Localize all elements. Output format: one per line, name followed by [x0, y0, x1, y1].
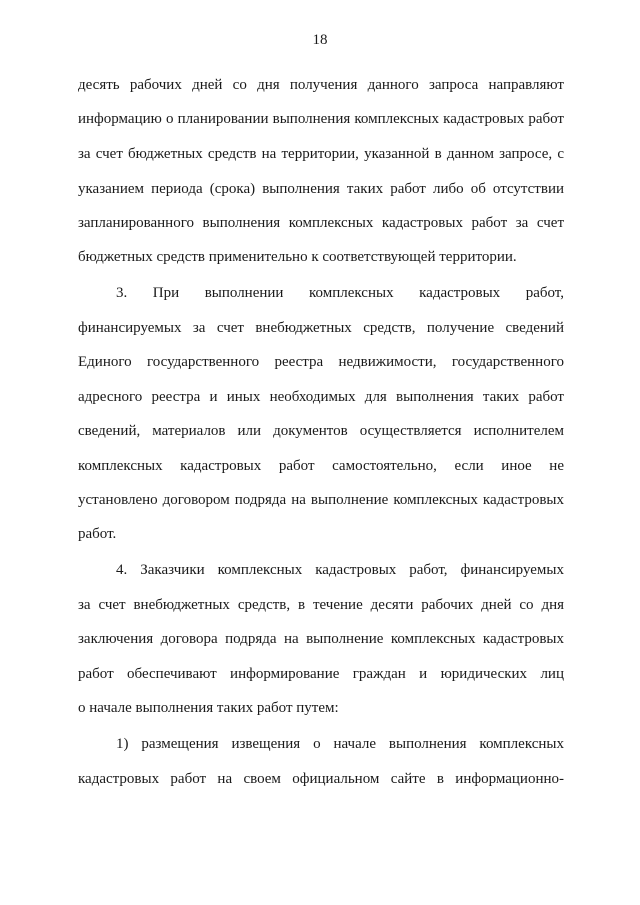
text-line: запланированного выполнения комплексных кадастровых работ за счет — [78, 215, 564, 231]
text-line: финансируемых за счет внебюджетных средств, получение сведений — [78, 320, 564, 336]
text-line: за счет внебюджетных средств, в течение десяти рабочих дней со дня — [78, 597, 564, 613]
text-line: десять рабочих дней со дня получения данного запроса направляют — [78, 77, 564, 93]
text-line: бюджетных средств применительно к соответствующей территории. — [78, 249, 517, 265]
text-line: информацию о планировании выполнения комплексных кадастровых работ — [78, 111, 564, 127]
text-line: работ. — [78, 526, 117, 542]
text-line: кадастровых работ на своем официальном сайте в информационно- — [78, 771, 564, 787]
page-number: 18 — [312, 32, 328, 48]
text-line: о начале выполнения таких работ путем: — [78, 700, 339, 716]
paragraph-4-first-line: 4. Заказчики комплексных кадастровых работ, финансируемых — [116, 562, 564, 578]
text-line: сведений, материалов или документов осуществляется исполнителем — [78, 423, 564, 439]
text-line: установлено договором подряда на выполнение комплексных кадастровых — [78, 492, 564, 508]
paragraph-3-first-line: 3. При выполнении комплексных кадастровых работ, — [116, 285, 564, 301]
text-line: Единого государственного реестра недвижимости, государственного — [78, 354, 564, 370]
text-line: заключения договора подряда на выполнение комплексных кадастровых — [78, 631, 564, 647]
text-line: адресного реестра и иных необходимых для выполнения таких работ — [78, 389, 564, 405]
text-line: работ обеспечивают информирование граждан и юридических лиц — [78, 666, 564, 682]
text-line: комплексных кадастровых работ самостоятельно, если иное не — [78, 458, 564, 474]
text-line: за счет бюджетных средств на территории, указанной в данном запросе, с — [78, 146, 564, 162]
subitem-1-first-line: 1) размещения извещения о начале выполнения комплексных — [116, 736, 564, 752]
text-line: указанием периода (срока) выполнения таких работ либо об отсутствии — [78, 181, 564, 197]
